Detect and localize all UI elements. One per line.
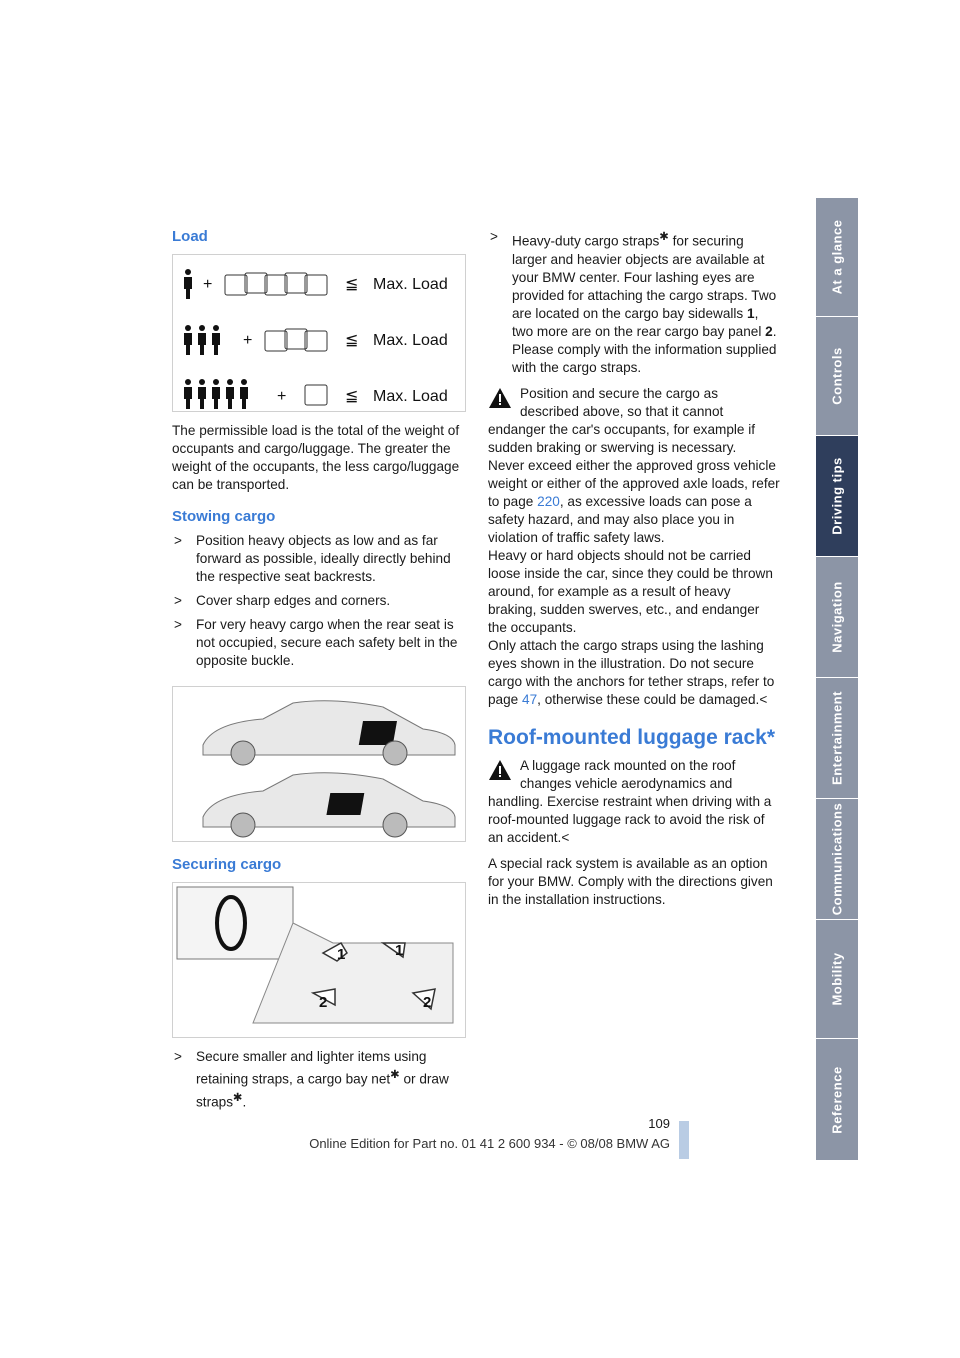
page-link-220[interactable]: 220	[537, 493, 560, 509]
load-illustration	[173, 255, 465, 411]
roof-rack-heading: Roof-mounted luggage rack*	[488, 725, 776, 749]
cargo-label-2a: 2	[319, 994, 328, 1011]
load-heading: Load	[172, 228, 208, 245]
warning-block-cargo: Position and secure the cargo as described above, so that it cannot endanger the car's occupants, for example if sudden braking or swerving is necessary. Never exceed either the approved gross vehicle weight or either of the approved axle loads, refer to page 220, as excessive loads can pose a safety hazard, and may also place you in violation of traffic safety laws. Heavy or hard objects should not be carried loose inside the car, since they could be thrown around, for example as a result of heavy braking, sudden swerves, etc., and endanger the occupants. Only attach the cargo straps using the lashing eyes shown in the illustration. Do not secure cargo with the anchors for tether straps, refer to page 47, otherwise these could be damaged.<	[488, 385, 780, 707]
right-column	[488, 228, 780, 917]
securing-heading: Securing cargo	[172, 856, 282, 873]
cargo-label-2b: 2	[423, 994, 432, 1011]
section-tabs	[816, 198, 858, 1160]
end-mark: <	[561, 829, 570, 845]
list-item: > For very heavy cargo when the rear seat is not occupied, secure each safety belt in the opposite buckle.	[174, 617, 458, 668]
page-link-47[interactable]: 47	[522, 691, 538, 707]
list-item: > Position heavy objects as low and as far forward as possible, ideally directly behind the respective seat backrests.	[174, 533, 451, 584]
list-item: > Heavy-duty cargo straps✱ for securing larger and heavier objects are available at your BMW center. Four lashing eyes are provided for attaching the cargo straps. Two are located on the cargo bay sidewalls 1, two more are on the rear cargo bay panel 2. Please comply with the information supplied with the cargo straps.	[490, 229, 777, 375]
load-row-1-plus: +	[203, 276, 213, 293]
page-number: 109	[648, 1116, 670, 1131]
roof-text: A special rack system is available as an option for your BMW. Comply with the directions given in the installation instructions.	[488, 855, 773, 907]
cargo-label-1a: 1	[337, 946, 346, 963]
load-row-3-label: Max. Load	[373, 388, 448, 405]
tab-communications[interactable]: Communications	[816, 799, 858, 920]
load-row-1-label: Max. Load	[373, 276, 448, 293]
left-column	[172, 228, 467, 1121]
load-row-2-plus: +	[243, 332, 253, 349]
bullet-marker: >	[490, 229, 498, 244]
securing-list	[172, 1048, 467, 1111]
warning-icon	[488, 387, 512, 409]
car-seat-figure	[172, 686, 466, 842]
bullet-marker: >	[174, 593, 182, 608]
load-row-2-lte: ≦	[345, 332, 359, 349]
list-item: > Cover sharp edges and corners.	[174, 593, 391, 608]
tab-at-a-glance[interactable]: At a glance	[816, 198, 858, 317]
strap-list	[488, 228, 780, 377]
load-row-2-label: Max. Load	[373, 332, 448, 349]
option-star: ✱	[659, 231, 669, 243]
bullet-marker: >	[174, 1049, 182, 1064]
footer-bar	[679, 1121, 689, 1159]
tab-navigation[interactable]: Navigation	[816, 557, 858, 678]
list-item: > Secure smaller and lighter items using retaining straps, a cargo bay net✱ or draw straps✱.	[174, 1049, 449, 1110]
option-star: ✱	[233, 1091, 243, 1104]
tab-entertainment[interactable]: Entertainment	[816, 678, 858, 799]
tab-controls[interactable]: Controls	[816, 317, 858, 436]
load-text: The permissible load is the total of the weight of occupants and cargo/luggage. The greater the weight of the occupants, the less cargo/luggage can be transported.	[172, 423, 460, 492]
warning-block-roof: A luggage rack mounted on the roof changes vehicle aerodynamics and handling. Exercise restraint when driving with a roof-mounted luggage rack to avoid the risk of an accident.<	[488, 757, 772, 845]
option-star: ✱	[390, 1069, 400, 1081]
cargo-bay-illustration	[173, 883, 465, 1037]
load-row-3-plus: +	[277, 388, 287, 405]
bullet-marker: >	[174, 533, 182, 548]
load-row-3-lte: ≦	[345, 388, 359, 405]
tab-driving-tips[interactable]: Driving tips	[816, 436, 858, 557]
car-illustration	[173, 687, 465, 841]
stowing-list	[172, 532, 467, 670]
footer-text: Online Edition for Part no. 01 41 2 600 934 - © 08/08 BMW AG	[309, 1136, 670, 1151]
end-mark: <	[759, 691, 768, 707]
tab-mobility[interactable]: Mobility	[816, 920, 858, 1039]
cargo-label-1b: 1	[395, 942, 404, 959]
load-row-1-lte: ≦	[345, 276, 359, 293]
warning-icon	[488, 759, 512, 781]
stowing-heading: Stowing cargo	[172, 508, 276, 525]
tab-reference[interactable]: Reference	[816, 1039, 858, 1161]
bullet-marker: >	[174, 617, 182, 632]
load-figure	[172, 254, 466, 412]
cargo-bay-figure	[172, 882, 466, 1038]
